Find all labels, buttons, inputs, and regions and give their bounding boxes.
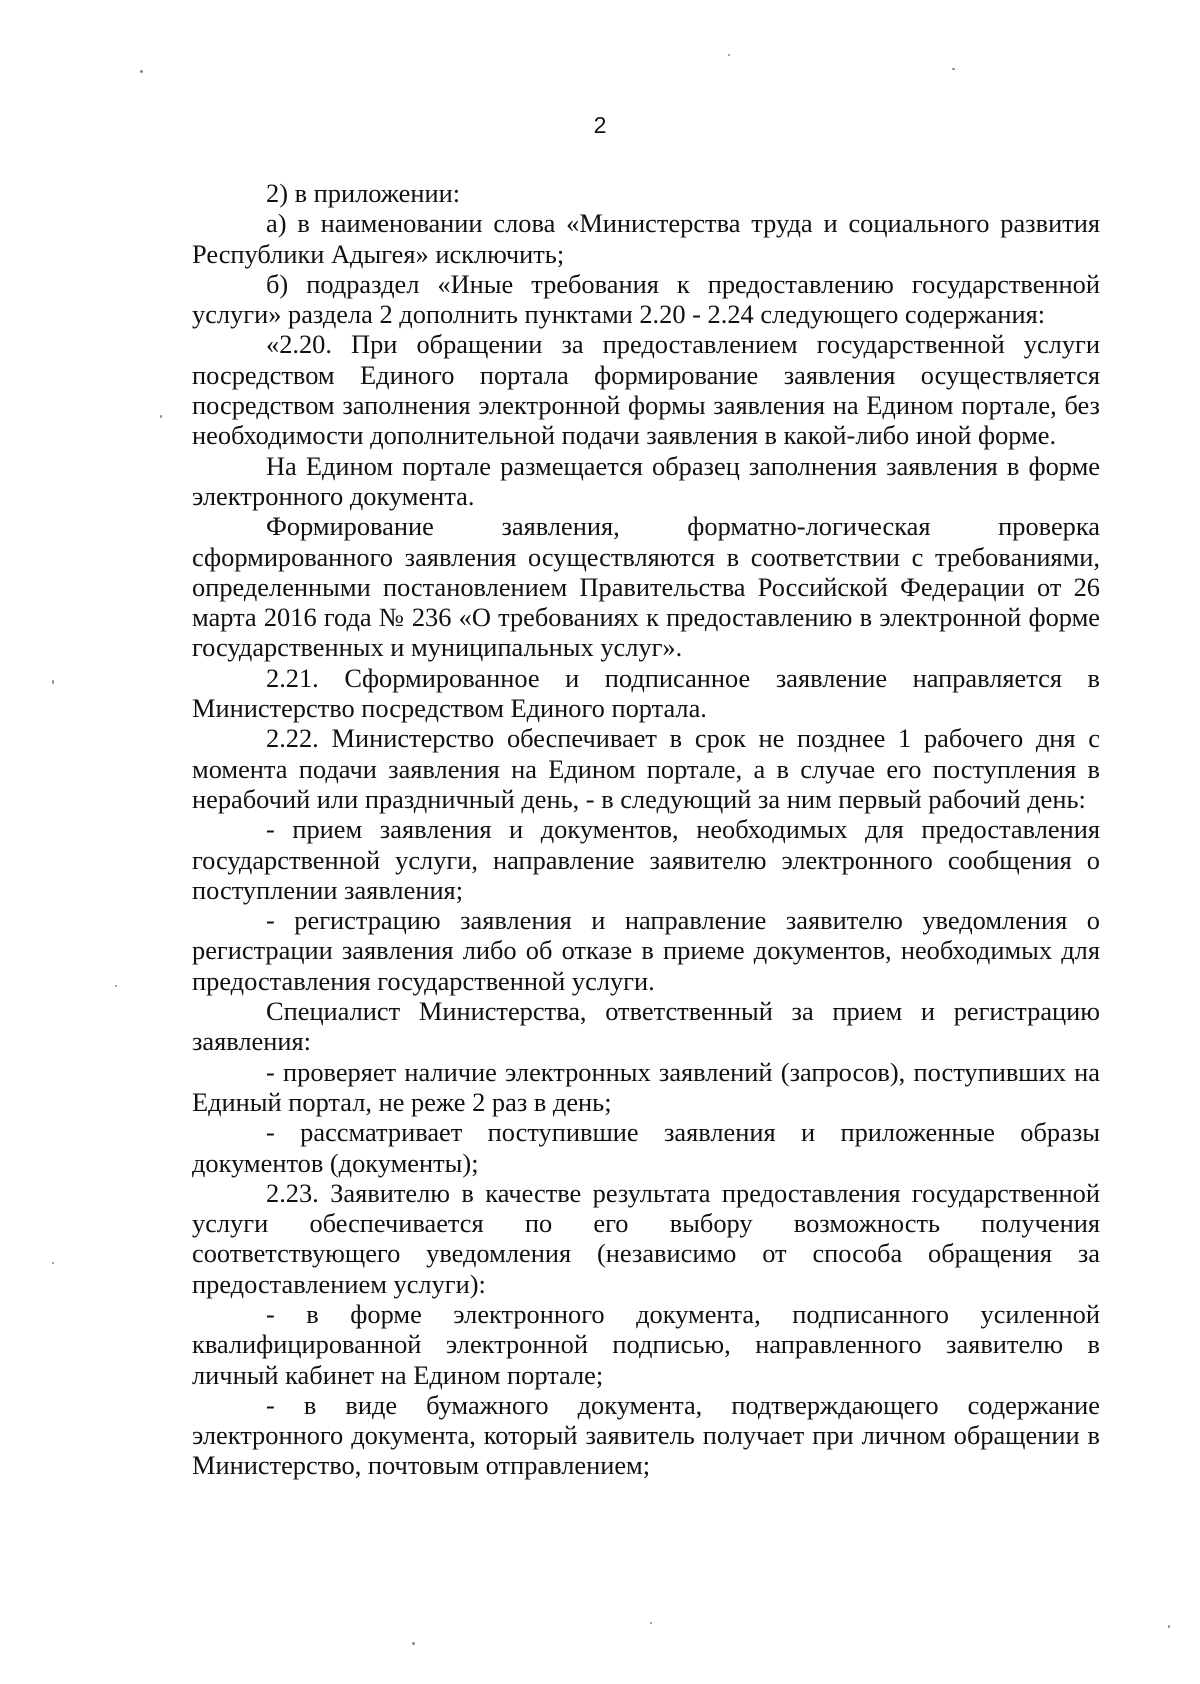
paragraph-item-a: а) в наименовании слова «Министерства труда и социального развития Республики Адыгея» исключить; — [192, 208, 1100, 269]
paragraph-form-check: Формирование заявления, форматно-логическая проверка сформированного заявления осуществляются в соответствии с требованиями, определенными постановлением Правительства Российской Федерации от 26 марта 2016 года № 236 «О требованиях к предоставлению в электронной форме государственных и муниципальных услуг». — [192, 511, 1100, 663]
paragraph-bullet-registration: - регистрацию заявления и направление заявителю уведомления о регистрации заявления либо об отказе в приеме документов, необходимых для предоставления государственной услуги. — [192, 905, 1100, 996]
scan-speck — [140, 70, 143, 73]
paragraph-sample-form: На Едином портале размещается образец заполнения заявления в форме электронного документа. — [192, 450, 1100, 511]
paragraph-bullet-receipt: - прием заявления и документов, необходимых для предоставления государственной услуги, направление заявителю электронного сообщения о поступлении заявления; — [192, 814, 1100, 905]
scan-speck — [728, 54, 730, 56]
paragraph-bullet-checks: - проверяет наличие электронных заявлений (запросов), поступивших на Единый портал, не реже 2 раз в день; — [192, 1056, 1100, 1117]
scan-speck — [52, 1262, 54, 1264]
scan-speck — [650, 1622, 652, 1624]
paragraph-2-20: «2.20. При обращении за предоставлением государственной услуги посредством Единого портала формирование заявления осуществляется посредством заполнения электронной формы заявления на Едином портале, без необходимости дополнительной подачи заявления в какой-либо иной форме. — [192, 329, 1100, 451]
paragraph-specialist: Специалист Министерства, ответственный за прием и регистрацию заявления: — [192, 996, 1100, 1057]
scan-speck — [115, 985, 117, 987]
scan-speck — [952, 68, 955, 70]
paragraph-item-b: б) подраздел «Иные требования к предоставлению государственной услуги» раздела 2 дополнить пунктами 2.20 - 2.24 следующего содержания: — [192, 268, 1100, 330]
paragraph-2-21: 2.21. Сформированное и подписанное заявление направляется в Министерство посредством Единого портала. — [192, 662, 1100, 724]
scan-speck — [160, 415, 162, 418]
paragraph-amendment-intro: 2) в приложении: — [266, 178, 461, 208]
paragraph-2-22: 2.22. Министерство обеспечивает в срок не позднее 1 рабочего дня с момента подачи заявления на Едином портале, а в случае его поступления в нерабочий или праздничный день, - в следующий за ним первый рабочий день: — [192, 723, 1100, 814]
paragraph-bullet-paper: - в виде бумажного документа, подтверждающего содержание электронного документа, который заявитель получает при личном обращении в Министерство, почтовым отправлением; — [192, 1389, 1100, 1481]
paragraph-bullet-reviews: - рассматривает поступившие заявления и приложенные образы документов (документы); — [192, 1117, 1100, 1178]
scan-speck — [52, 680, 54, 684]
scan-speck — [412, 1642, 415, 1645]
scan-speck — [1168, 1625, 1170, 1628]
page-number: 2 — [593, 112, 607, 138]
paragraph-bullet-electronic: - в форме электронного документа, подписанного усиленной квалифицированной электронной подписью, направленного заявителю в личный кабинет на Едином портале; — [192, 1298, 1100, 1390]
paragraph-2-23: 2.23. Заявителю в качестве результата предоставления государственной услуги обеспечивается по его выбору возможность получения соответствующего уведомления (независимо от способа обращения за предоставлением услуги): — [192, 1177, 1100, 1299]
document-body — [192, 178, 1100, 1481]
